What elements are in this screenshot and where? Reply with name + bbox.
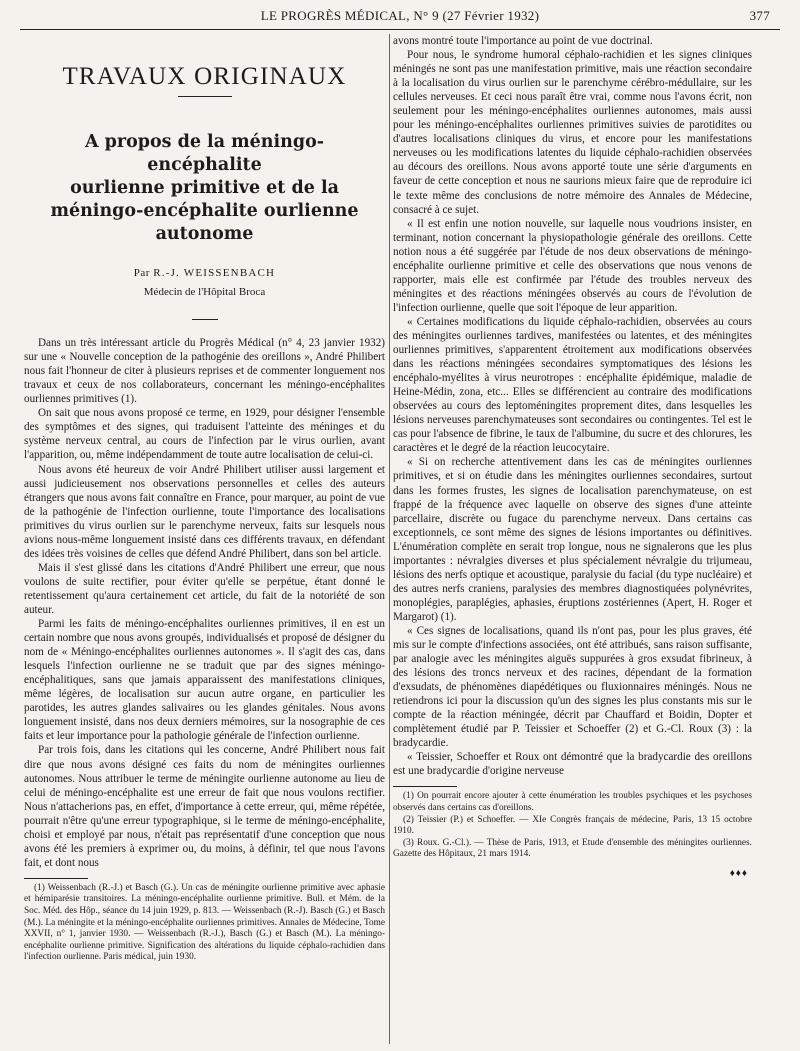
byline [24,266,385,280]
footnote-rule [24,878,88,879]
body-paragraph: « Si on recherche attentivement dans les cas de méningites ourliennes primitives, et si on étudie dans les méningites ourliennes secondaires, surtout dans les formes frustes, les signes de localisation parenchymateuse, on est frappé de la fréquence avec laquelle on observe des signes d'une atteinte parcellaire, discrète ou fugace du parenchyme nerveux. Dans certains cas exceptionnels, ce sont même des signes de lésions importantes ou définitives. L'énumération complète en serait trop longue, nous ne signalerons que les plus importantes : névralgies diverses et plus spécialement névralgie du trijumeau, lésions des nerfs optique et acoustique, paralysie du facial (du type nucléaire) et des autres nerfs craniens, paralysies des membres diagnostiquées polynévrites, monoplégies, paraplégies, aphasies, éruptions zostériennes (Apert, H. Roger et Margarot) (1). [393,456,752,623]
page-number: 377 [749,8,770,23]
article-title-line: ourlienne primitive et de la [70,178,339,198]
footnote-rule [393,786,457,787]
end-ornament: ♦♦♦ [729,868,748,880]
by-label: Par [133,267,150,279]
body-paragraph: Pour nous, le syndrome humoral céphalo-rachidien et les signes cliniques méningés ne sont pas une manifestation primitive, mais une réaction secondaire à la localisation du virus ourlien sur le parenchyme cérébro-médullaire, sur les cellules nerveuses. Et ceci nous paraît être vrai, comme nous l'avons écrit, non seulement pour les méningo-encéphalites ourliennes autonomes, mais aussi pour les méningo-encéphalites ourliennes primitives suivies de parotidites ou d'autres localisations cliniques du virus, et encore pour les manifestations nerveuses ou les modifications latentes du liquide céphalo-rachidien observées au décours des oreillons. Nous avons apporté toute une série d'arguments en faveur de cette conception et nous ne saurions mieux faire que de reproduire ici le texte même des conclusions de notre mémoire des Annales de Médecine, consacré à ce sujet. [393,49,752,216]
footnote: (2) Teissier (P.) et Schoeffer. — XIe Congrès français de médecine, Paris, 13 15 octobre 1910. [393,814,752,837]
body-paragraph: avons montré toute l'importance au point de vue doctrinal. [393,35,653,47]
body-paragraph: « Certaines modifications du liquide céphalo-rachidien, observées au cours des méningites ourliennes tardives, manifestées ou latentes, et des méningites ourliennes primitives, s'apparentent étroitement aux modifications observées dans les réactions méningées secondaires symptomatiques des lésions les encéphalo-myélites à virus neurotropes : encéphalite épidémique, maladie de Heine-Médin, zona, etc... Elles se différencient au contraire des modifications observées au cours des leptoméningites proprement dites, dans lesquelles les lésions nerveuses parenchymateuses sont secondaires ou contingentes. Tel est le cas pour l'absence de fibrine, le taux de l'albumine, du sucre et des chlorures, les caractères et le degré de la réaction leucocytaire. [393,315,752,455]
header-rule [20,29,780,30]
body-paragraph: « Teissier, Schoeffer et Roux ont démontré que la bradycardie des oreillons est une bradycardie d'origine nerveuse [393,751,752,778]
body-paragraph: Mais il s'est glissé dans les citations d'André Philibert une erreur, que nous voulons de suite rectifier, pour éviter qu'elle se perpétue, étant donné le retentissement qu'aura certainement cet article, du fait de la notoriété de son auteur. [24,561,385,616]
body-paragraph: Par trois fois, dans les citations qui les concerne, André Philibert nous fait dire que nous avons désigné ces faits du nom de méningites ourliennes autonomes. Nous attribuer le terme de méningite ourlienne autonome au lieu de celui de méningo-encéphalite est une erreur de fait que nous voulons rectifier. Nous n'attacherions pas, en effet, d'importance à cette erreur, qui, même répétée, pourrait n'être qu'une erreur typographique, si le terme de méningo-encéphalite, choisi et employé par nous, n'était pas représentatif d'une conception que nous avons été les premiers à exprimer ou, du moins, à définir, tel que nous l'avons fait, et dont nous [24,744,385,869]
footnote: (1) On pourrait encore ajouter à cette énumération les troubles psychiques et les psychoses observés dans certains cas d'oreillons. [393,791,752,814]
body-paragraph: « Il est enfin une notion nouvelle, sur laquelle nous voudrions insister, en terminant, notion concernant la physiopathologie générale des oreillons. Cette notion nous a été suggérée par l'étude de nos deux observations de méningo-encéphalite ourlienne primitive et celle des observations que nous venons de rapporter, mais elle est confirmée par l'étude des troubles nerveux des méningites et des réactions méningées observés au cours de l'évolution de l'infection ourlienne, quelle que soit l'époque de leur apparition. [393,217,752,314]
running-title: LE PROGRÈS MÉDICAL, N° 9 (27 Février 1932) [260,8,540,23]
article-title [24,131,385,246]
body-paragraph: Nous avons été heureux de voir André Philibert utiliser aussi largement et aussi judicieusement nos observations personnelles et celles des auteurs étrangers que nous avons fait connaître en France, pour marquer, au point de vue de la pathogénie de l'infection ourlienne, toute l'importance des localisations primitives du virus ourlien sur le parenchyme nerveux, faits sur lesquels nous avions nous-même longuement insisté dans ces différents travaux, en défendant des idées très voisines de celles que défend André Philibert, dans son bel article. [24,463,385,560]
running-header [20,4,780,28]
author-affiliation: Médecin de l'Hôpital Broca [143,286,266,299]
footnote: (1) Weissenbach (R.-J.) et Basch (G.). Un cas de méningite ourlienne primitive avec aphasie et hémiparésie transitoires. La méningo-encéphalite ourlienne primitive. Bull. et Mém. de la Soc. Méd. des Hôp., séance du 14 juin 1929, p. 813. — Weissenbach (R.-J). Basch (G.) et Basch (M.). La méningite et la méningo-encéphalite ourliennes primitives. Annales de Médecine, Tome XXVII, n° 1, janvier 1930. — Weissenbach (R.-J.), Basch (G.) et Basch (M.). La méningo-encéphalite ourlienne primitive. Signification des altérations du liquide céphalo-rachidien dans l'infection ourlienne. Paris médical, juin 1930. [24,882,385,963]
column-divider [389,34,390,1044]
section-title: TRAVAUX ORIGINAUX [62,63,347,90]
right-column [393,34,752,881]
article-rule [192,319,218,320]
body-paragraph: Parmi les faits de méningo-encéphalites ourliennes primitives, il en est un certain nombre que nous avons groupés, individualisés et proposé de désigner du nom de « Méningo-encéphalites ourliennes autonomes ». Il s'agit des cas, dans lesquels l'infection ourlienne ne se traduit que par des signes méningo-encéphalitiques, sans que jamais apparaissent des manifestations cliniques, même légères, de localisation sur aucun autre organe, en particulier les parotides, les autres glandes salivaires ou les glandes génitales. Nous avons longuement insisté, dans nos deux derniers mémoires, sur la nosographie de ces faits et leur importance pour la pathologie générale de l'infection ourlienne. [24,618,385,743]
section-rule [178,96,232,97]
article-title-line: méningo-encéphalite ourlienne autonome [50,201,359,244]
left-column [24,34,385,964]
body-paragraph: « Ces signes de localisations, quand ils n'ont pas, pour les plus graves, été mis sur le compte d'infections associées, ont été attribués, sans raison suffisante, par analogie avec les méningites aiguës suppurées à gros exsudat fibrineux, à des lésions des troncs nerveux et des racines, dépendant de la formation d'exsudats, de phénomènes diapédétiques ou fluxionnaires méningés. Nous ne retiendrons ici pour la discussion qu'un des signes les plus constants mis sur le compte de la réaction méningée, décrit par Chauffard et Boidin, Dopter et complètement étudié par P. Teissier et Schoeffer (2) et G.-Cl. Roux (3) : la bradycardie. [393,624,752,750]
body-paragraph: Dans un très intéressant article du Progrès Médical (n° 4, 23 janvier 1932) sur une « Nouvelle conception de la pathogénie des oreillons », André Philibert nous fait l'honneur de citer à plusieurs reprises et de commenter longuement nos travaux et ceux de nos collaborateurs, concernant les méningo-encéphalites ourliennes primitives (1). [24,337,385,406]
footnote: (3) Roux. G.-Cl.). — Thèse de Paris, 1913, et Etude d'ensemble des méningites ourliennes. Gazette des Hôpitaux, 21 mars 1914. [393,837,752,860]
body-paragraph: On sait que nous avons proposé ce terme, en 1929, pour désigner l'ensemble des symptômes et des signes, qui traduisent l'atteinte des méninges et du système nerveux central, au cours de l'infection par le virus ourlien, avant l'apparition, ou, même indépendamment de toute autre localisation de celui-ci. [24,407,385,462]
author-name: R.-J. WEISSENBACH [153,267,276,279]
article-title-line: A propos de la méningo-encéphalite [84,132,325,175]
